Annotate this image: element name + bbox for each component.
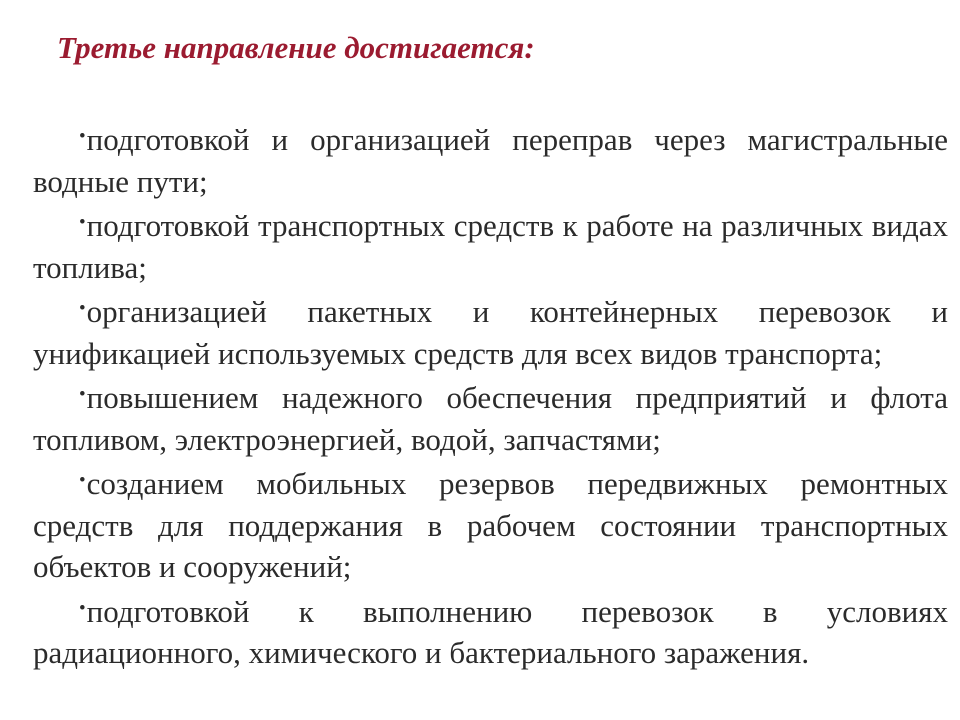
bullet-icon: • bbox=[79, 470, 86, 491]
list-item bbox=[33, 116, 948, 202]
list-item-text: подготовкой и организацией переправ через магистральные водные пути; bbox=[33, 122, 948, 199]
bullet-icon: • bbox=[79, 384, 86, 405]
list-item-text: подготовкой транспортных средств к работе на различных видах топлива; bbox=[33, 208, 948, 285]
slide-title: Третье направление достигается: bbox=[57, 30, 535, 65]
list-item bbox=[33, 374, 948, 460]
list-item bbox=[33, 202, 948, 288]
list-item bbox=[33, 460, 948, 588]
list-item bbox=[33, 288, 948, 374]
list-item-text: повышением надежного обеспечения предприятий и флота топливом, электроэнергией, водой, запчастями; bbox=[33, 380, 948, 457]
list-item-text: подготовкой к выполнению перевозок в условиях радиационного, химического и бактериального заражения. bbox=[33, 593, 948, 670]
bullet-icon: • bbox=[79, 597, 86, 619]
bullet-icon: • bbox=[79, 126, 86, 147]
list-item bbox=[33, 588, 948, 674]
bullet-list bbox=[33, 116, 948, 674]
list-item-text: созданием мобильных резервов передвижных ремонтных средств для поддержания в рабочем состоянии транспортных объектов и сооружений; bbox=[33, 466, 948, 584]
list-item-text: организацией пакетных и контейнерных перевозок и унификацией используемых средств для всех видов транспорта; bbox=[33, 294, 948, 371]
bullet-icon: • bbox=[79, 212, 86, 233]
bullet-icon: • bbox=[79, 298, 86, 319]
